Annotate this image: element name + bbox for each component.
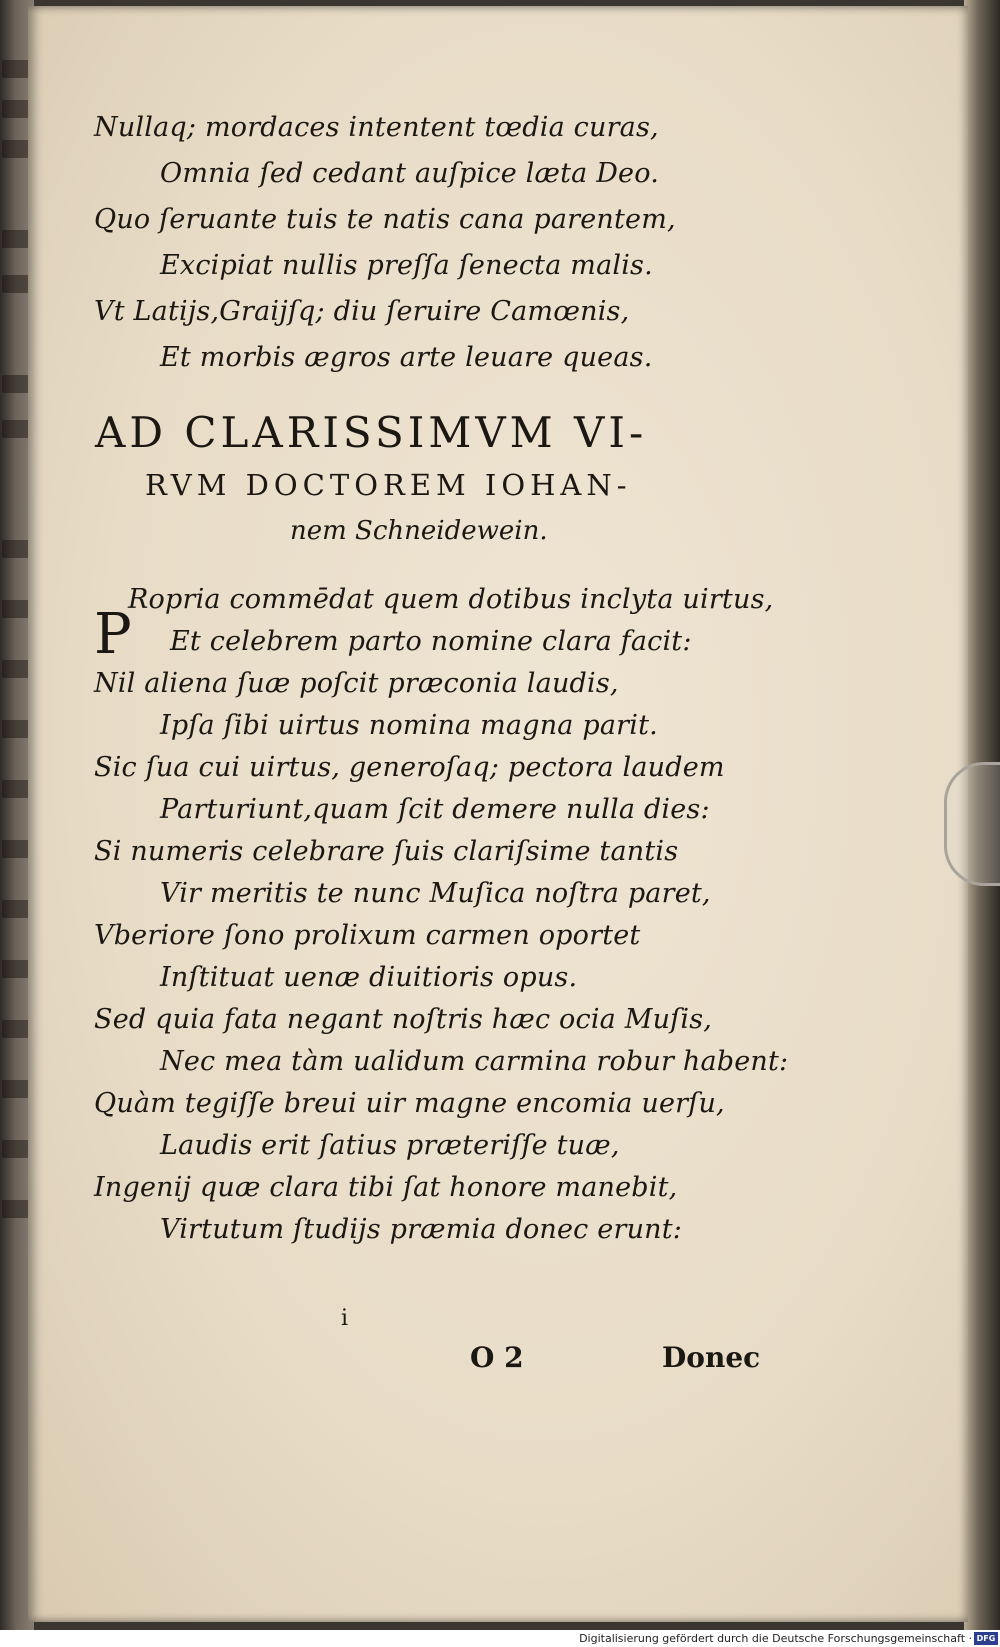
verse-line: Si numeris celebrare ſuis clariſsime tantis — [94, 836, 679, 867]
signature-mark: O 2 — [470, 1341, 524, 1374]
verse-line: Vir meritis te nunc Muſica noſtra paret, — [160, 878, 711, 909]
dfg-logo-icon: DFG — [974, 1632, 998, 1645]
title-line-1: AD CLARISSIMVM VI- — [95, 408, 648, 457]
verse-line: Excipiat nullis preſſa ſenecta malis. — [160, 250, 653, 281]
verse-line: Virtutum ſtudijs præmia donec erunt: — [160, 1214, 683, 1245]
verse-line: Sed quia fata negant noſtris hæc ocia Muſis, — [94, 1004, 713, 1035]
verse-line: Ingenij quæ clara tibi ſat honore manebit, — [94, 1172, 678, 1203]
verse-line: Et morbis ægros arte leuare queas. — [160, 342, 653, 373]
page-clip — [944, 762, 1000, 886]
verse-line: Quo ſeruante tuis te natis cana parentem, — [94, 204, 676, 235]
funding-credit: Digitalisierung gefördert durch die Deutsche Forschungsgemeinschaft · — [579, 1632, 972, 1645]
verse-line: Parturiunt,quam ſcit demere nulla dies: — [160, 794, 710, 825]
verse-line: Quàm tegiſſe breui uir magne encomia uerſu, — [94, 1088, 725, 1119]
verse-line: Inſtituat uenæ diuitioris opus. — [160, 962, 578, 993]
verse-line: Nullaq; mordaces intentent tœdia curas, — [94, 112, 659, 143]
verse-line: Vt Latijs,Graijſq; diu ſeruire Camœnis, — [94, 296, 630, 327]
verse-line: Ropria commēdat quem dotibus inclyta uirtus, — [128, 584, 774, 615]
verse-line: Ipſa ſibi uirtus nomina magna parit. — [160, 710, 658, 741]
verse-line: Laudis erit ſatius præteriſſe tuæ, — [160, 1130, 620, 1161]
title-line-2: RVM DOCTOREM IOHAN- — [145, 468, 632, 502]
verse-line: Et celebrem parto nomine clara facit: — [170, 626, 692, 657]
book-page — [28, 6, 968, 1622]
verse-line: Nec mea tàm ualidum carmina robur habent: — [160, 1046, 789, 1077]
page-mark: i — [341, 1306, 349, 1331]
drop-cap: P — [94, 602, 132, 667]
catchword: Donec — [662, 1341, 761, 1374]
verse-line: Omnia ſed cedant auſpice læta Deo. — [160, 158, 659, 189]
title-line-3: nem Schneidewein. — [290, 516, 548, 546]
verse-line: Vberiore ſono prolixum carmen oportet — [94, 920, 641, 951]
verse-line: Sic ſua cui uirtus, generoſaq; pectora laudem — [94, 752, 725, 783]
credit-bar — [0, 1630, 1000, 1647]
verse-line: Nil aliena ſuæ poſcit præconia laudis, — [94, 668, 619, 699]
